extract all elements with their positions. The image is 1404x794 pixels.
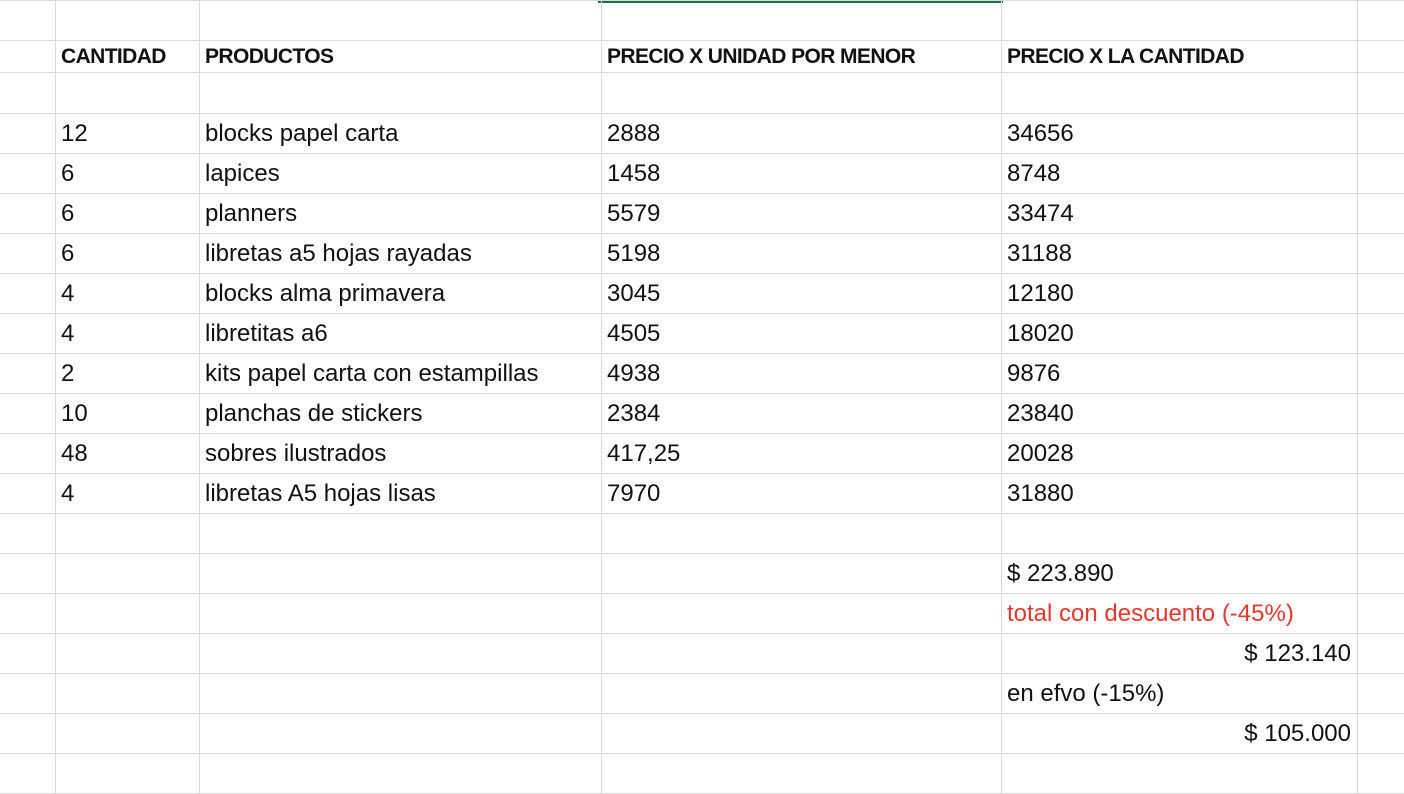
discount-total-cell[interactable]: $ 123.140 [1244, 640, 1351, 667]
column-line [1357, 0, 1358, 794]
header-precio-cantidad[interactable]: PRECIO X LA CANTIDAD [1007, 45, 1244, 68]
cell-cantidad[interactable]: 10 [61, 400, 88, 427]
cell-cantidad[interactable]: 2 [61, 360, 75, 387]
cell-producto[interactable]: libretitas a6 [205, 320, 328, 347]
header-precio-unidad[interactable]: PRECIO X UNIDAD POR MENOR [607, 45, 916, 68]
header-productos[interactable]: PRODUCTOS [205, 45, 334, 68]
cell-producto[interactable]: lapices [205, 160, 280, 187]
cell-precio-cantidad[interactable]: 31188 [1007, 240, 1072, 267]
cell-cantidad[interactable]: 6 [61, 200, 75, 227]
cash-total-cell[interactable]: $ 105.000 [1244, 720, 1351, 747]
cell-precio-cantidad[interactable]: 20028 [1007, 440, 1074, 467]
cell-cantidad[interactable]: 4 [61, 280, 75, 307]
cell-precio-cantidad[interactable]: 8748 [1007, 160, 1061, 187]
cell-precio-unidad[interactable]: 4505 [607, 320, 661, 347]
cell-precio-unidad[interactable]: 3045 [607, 280, 661, 307]
cell-precio-cantidad[interactable]: 23840 [1007, 400, 1074, 427]
total-cell[interactable]: $ 223.890 [1007, 560, 1114, 587]
cell-cantidad[interactable]: 4 [61, 480, 75, 507]
cell-cantidad[interactable]: 12 [61, 120, 88, 147]
cell-cantidad[interactable]: 6 [61, 160, 75, 187]
cell-cantidad[interactable]: 4 [61, 320, 75, 347]
cell-producto[interactable]: libretas a5 hojas rayadas [205, 240, 472, 267]
discount-label-cell[interactable]: total con descuento (-45%) [1007, 600, 1294, 627]
cell-producto[interactable]: planchas de stickers [205, 400, 423, 427]
row-line [0, 0, 1404, 1]
cell-producto[interactable]: planners [205, 200, 298, 227]
cell-precio-unidad[interactable]: 2384 [607, 400, 661, 427]
cell-precio-unidad[interactable]: 4938 [607, 360, 661, 387]
cell-producto[interactable]: libretas A5 hojas lisas [205, 480, 436, 507]
cell-cantidad[interactable]: 6 [61, 240, 75, 267]
cell-precio-cantidad[interactable]: 9876 [1007, 360, 1061, 387]
cell-producto[interactable]: sobres ilustrados [205, 440, 387, 467]
cell-precio-unidad[interactable]: 2888 [607, 120, 661, 147]
cell-precio-unidad[interactable]: 1458 [607, 160, 661, 187]
cell-precio-unidad[interactable]: 5579 [607, 200, 661, 227]
cell-precio-cantidad[interactable]: 34656 [1007, 120, 1074, 147]
cell-producto[interactable]: kits papel carta con estampillas [205, 360, 539, 387]
cell-precio-cantidad[interactable]: 33474 [1007, 200, 1074, 227]
cash-label-cell[interactable]: en efvo (-15%) [1007, 680, 1165, 707]
cell-precio-unidad[interactable]: 5198 [607, 240, 661, 267]
cell-precio-unidad[interactable]: 7970 [607, 480, 661, 507]
cell-precio-cantidad[interactable]: 12180 [1007, 280, 1074, 307]
cell-precio-cantidad[interactable]: 18020 [1007, 320, 1074, 347]
cell-cantidad[interactable]: 48 [61, 440, 88, 467]
cell-precio-cantidad[interactable]: 31880 [1007, 480, 1074, 507]
header-cantidad[interactable]: CANTIDAD [61, 45, 166, 68]
cell-producto[interactable]: blocks alma primavera [205, 280, 446, 307]
cell-producto[interactable]: blocks papel carta [205, 120, 399, 147]
cell-precio-unidad[interactable]: 417,25 [607, 440, 681, 467]
